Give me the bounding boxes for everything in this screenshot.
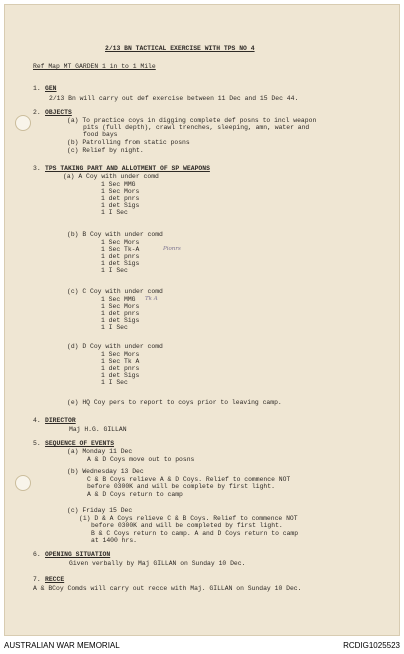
section-number: 4. <box>33 417 41 424</box>
list-item: 1 det pnrs <box>101 195 140 202</box>
list-item: 1 det Sigs <box>101 317 140 324</box>
section-heading: TPS TAKING PART AND ALLOTMENT OF SP WEAPONS <box>45 165 210 172</box>
archive-id: RCDIG1025523 <box>343 641 400 650</box>
list-item: 1 I Sec <box>101 209 128 216</box>
list-item: 1 det Sigs <box>101 260 140 267</box>
punch-hole <box>15 115 31 131</box>
handwritten-annotation: Pionrs <box>163 246 181 252</box>
list-heading: (c) C Coy with under comd <box>67 288 163 295</box>
section-number: 3. <box>33 165 41 172</box>
list-item: 1 Sec Mors <box>101 188 140 195</box>
body-line: pits (full depth), crawl trenches, sleeping, amn, water and <box>83 124 310 131</box>
list-item: 1 Sec MMG <box>101 181 136 188</box>
list-item: 1 Sec Mors <box>101 303 140 310</box>
section-heading: SEQUENCE OF EVENTS <box>45 440 115 447</box>
section-number: 7. <box>33 576 41 583</box>
body-line: (a) Monday 11 Dec <box>67 448 133 455</box>
body-line: (e) HQ Coy pers to report to coys prior to leaving camp. <box>67 399 282 406</box>
body-line: B & C Coys return to camp. A and D Coys return to camp <box>91 530 299 537</box>
list-item: 1 I Sec <box>101 324 128 331</box>
document-page <box>4 4 400 636</box>
section-heading: DIRECTOR <box>45 417 76 424</box>
section-heading: OBJECTS <box>45 109 72 116</box>
list-item: 1 I Sec <box>101 379 128 386</box>
section-heading: RECCE <box>45 576 65 583</box>
section-heading: GEN <box>45 85 57 92</box>
list-item: 1 det Sigs <box>101 202 140 209</box>
handwritten-annotation: Tk A <box>145 296 158 302</box>
body-line: at 1400 hrs. <box>91 537 138 544</box>
list-heading: (b) B Coy with under comd <box>67 231 163 238</box>
list-item: 1 Sec Tk A <box>101 358 140 365</box>
map-reference: Ref Map MT GARDEN 1 in to 1 Mile <box>33 63 156 70</box>
list-item: 1 Sec MMG <box>101 296 136 303</box>
body-line: A & D Coys return to camp <box>87 491 183 498</box>
list-item: 1 det pnrs <box>101 365 140 372</box>
body-line: 2/13 Bn will carry out def exercise between 11 Dec and 15 Dec 44. <box>49 95 299 102</box>
list-item: 1 Sec Tk-A <box>101 246 140 253</box>
list-item: 1 Sec Mors <box>101 351 140 358</box>
body-line: A & D Coys move out to posns <box>87 456 195 463</box>
body-line: (b) Patrolling from static posns <box>67 139 190 146</box>
body-line: (a) To practice coys in digging complete def posns to incl weapon <box>67 117 317 124</box>
section-heading: OPENING SITUATION <box>45 551 111 558</box>
list-item: 1 det Sigs <box>101 372 140 379</box>
body-line: (b) Wednesday 13 Dec <box>67 468 144 475</box>
section-number: 2. <box>33 109 41 116</box>
section-number: 5. <box>33 440 41 447</box>
archive-name: AUSTRALIAN WAR MEMORIAL <box>4 641 120 650</box>
body-line: (c) Relief by night. <box>67 147 144 154</box>
list-item: 1 I Sec <box>101 267 128 274</box>
body-line: food bays <box>83 131 118 138</box>
archive-footer <box>0 636 404 654</box>
section-number: 6. <box>33 551 41 558</box>
body-line: Maj H.G. GILLAN <box>69 426 127 433</box>
list-item: 1 det pnrs <box>101 310 140 317</box>
section-number: 1. <box>33 85 41 92</box>
list-item: 1 Sec Mors <box>101 239 140 246</box>
list-item: 1 det pnrs <box>101 253 140 260</box>
body-line: A & BCoy Comds will carry out recce with Maj. GILLAN on Sunday 10 Dec. <box>33 585 302 592</box>
punch-hole <box>15 475 31 491</box>
body-line: C & B Coys relieve A & D Coys. Relief to commence NOT <box>87 476 291 483</box>
list-heading: (a) A Coy with under comd <box>63 173 159 180</box>
body-line: before 0300K and will be complete by first light. <box>87 483 275 490</box>
body-line: (i) D & A Coys relieve C & B Coys. Relief to commence NOT <box>79 515 298 522</box>
body-line: (c) Friday 15 Dec <box>67 507 133 514</box>
body-line: before 0300K and will be completed by first light. <box>91 522 283 529</box>
body-line: Given verbally by Maj GILLAN on Sunday 10 Dec. <box>69 560 246 567</box>
list-heading: (d) D Coy with under comd <box>67 343 163 350</box>
doc-title: 2/13 BN TACTICAL EXERCISE WITH TPS NO 4 <box>105 45 255 52</box>
